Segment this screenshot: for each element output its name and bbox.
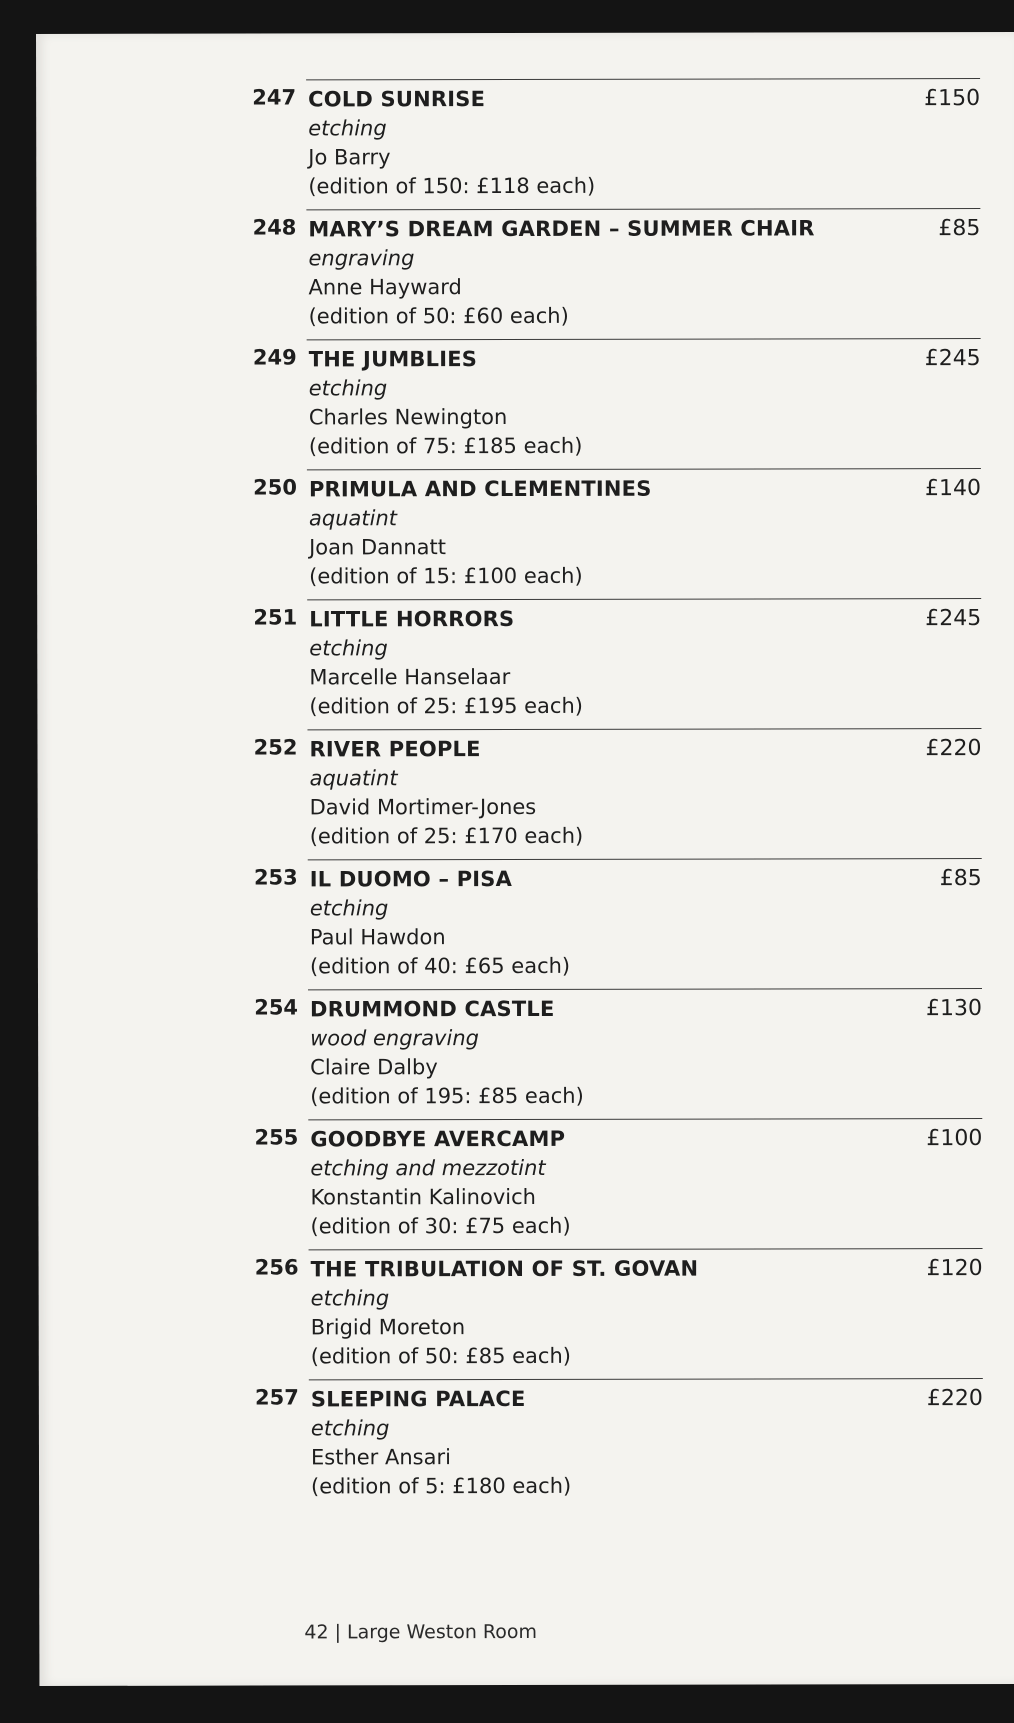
catalogue-list <box>246 78 983 1510</box>
entry-number: 251 <box>253 605 298 630</box>
entry-medium: etching <box>310 1416 390 1441</box>
entry-title: DRUMMOND CASTLE <box>310 996 555 1022</box>
entry-info <box>311 1254 893 1371</box>
entry-divider <box>306 78 980 80</box>
entry-medium: etching <box>309 896 389 921</box>
entry-divider <box>309 1378 983 1380</box>
entry-divider <box>308 1118 982 1120</box>
entry-artist: Esther Ansari <box>310 1445 451 1470</box>
catalogue-entry-251 <box>247 598 981 730</box>
entry-divider <box>307 598 981 600</box>
entry-title: SLEEPING PALACE <box>310 1386 526 1412</box>
entry-info <box>310 994 892 1111</box>
catalogue-entry-257 <box>249 1378 983 1510</box>
entry-title: COLD SUNRISE <box>308 87 486 112</box>
entry-info <box>311 1384 893 1501</box>
entry-edition: (edition of 5: £180 each) <box>311 1473 572 1499</box>
entry-medium: etching <box>309 636 388 661</box>
entry-medium: etching <box>308 116 387 141</box>
entry-edition: (edition of 15: £100 each) <box>309 563 583 589</box>
entry-edition: (edition of 50: £85 each) <box>310 1343 571 1369</box>
entry-artist: Anne Hayward <box>308 275 462 300</box>
entry-title: GOODBYE AVERCAMP <box>310 1126 566 1152</box>
entry-medium: aquatint <box>309 766 398 791</box>
entry-artist: Marcelle Hanselaar <box>309 665 511 690</box>
entry-medium: etching <box>308 376 388 401</box>
catalogue-entry-256 <box>249 1248 983 1380</box>
catalogue-page <box>36 32 1014 1686</box>
entry-divider <box>306 208 980 210</box>
entry-price: £140 <box>924 476 981 502</box>
entry-title: THE TRIBULATION OF ST. GOVAN <box>310 1256 699 1282</box>
entry-number: 257 <box>254 1385 299 1410</box>
entry-info <box>310 1124 892 1241</box>
entry-number: 254 <box>254 995 299 1020</box>
entry-edition: (edition of 40: £65 each) <box>309 953 571 979</box>
entry-info <box>309 344 891 461</box>
entry-info <box>309 734 891 851</box>
catalogue-entry-252 <box>247 728 981 860</box>
entry-divider <box>307 338 981 340</box>
entry-title: IL DUOMO – PISA <box>309 867 513 892</box>
entry-edition: (edition of 75: £185 each) <box>308 433 583 459</box>
entry-number: 249 <box>252 345 297 370</box>
entry-medium: wood engraving <box>310 1026 479 1051</box>
entry-artist: Joan Dannatt <box>309 535 446 560</box>
catalogue-entry-254 <box>248 988 982 1120</box>
entry-price: £85 <box>939 866 982 892</box>
entry-info <box>309 604 891 721</box>
entry-edition: (edition of 25: £170 each) <box>309 823 584 849</box>
catalogue-entry-250 <box>247 468 981 600</box>
entry-divider <box>309 1248 983 1250</box>
entry-divider <box>307 728 981 730</box>
entry-price: £85 <box>938 216 981 242</box>
entry-medium: etching <box>310 1286 390 1311</box>
entry-artist: David Mortimer-Jones <box>309 794 537 820</box>
entry-info <box>308 84 890 201</box>
entry-number: 247 <box>252 85 297 110</box>
entry-number: 253 <box>253 865 298 890</box>
entry-price: £120 <box>926 1256 983 1282</box>
entry-info <box>309 474 891 591</box>
entry-artist: Brigid Moreton <box>310 1315 466 1340</box>
catalogue-entry-247 <box>246 78 980 210</box>
entry-price: £245 <box>924 346 981 372</box>
entry-medium: aquatint <box>308 506 398 531</box>
entry-price: £220 <box>926 1386 983 1412</box>
catalogue-entry-253 <box>248 858 982 990</box>
entry-edition: (edition of 25: £195 each) <box>309 693 583 719</box>
entry-title: LITTLE HORRORS <box>309 606 515 632</box>
entry-price: £150 <box>924 86 981 112</box>
entry-divider <box>308 858 982 860</box>
page-footer: 42 | Large Weston Room <box>304 1620 538 1644</box>
entry-number: 248 <box>252 215 297 240</box>
entry-title: RIVER PEOPLE <box>309 737 481 762</box>
entry-divider <box>308 988 982 990</box>
entry-price: £220 <box>925 736 982 762</box>
entry-artist: Charles Newington <box>308 405 508 430</box>
entry-artist: Claire Dalby <box>310 1055 438 1080</box>
entry-artist: Konstantin Kalinovich <box>310 1184 536 1210</box>
entry-title: PRIMULA AND CLEMENTINES <box>308 476 652 502</box>
entry-edition: (edition of 195: £85 each) <box>310 1083 584 1109</box>
entry-number: 256 <box>254 1255 299 1280</box>
entry-info <box>310 864 892 981</box>
entry-price: £130 <box>926 996 983 1022</box>
entry-artist: Jo Barry <box>308 145 391 170</box>
entry-edition: (edition of 30: £75 each) <box>310 1213 571 1239</box>
entry-edition: (edition of 50: £60 each) <box>308 303 569 329</box>
entry-artist: Paul Hawdon <box>309 925 446 950</box>
entry-number: 252 <box>253 735 298 760</box>
entry-medium: etching and mezzotint <box>310 1155 546 1181</box>
entry-divider <box>307 468 981 470</box>
entry-price: £245 <box>925 606 982 632</box>
entry-edition: (edition of 150: £118 each) <box>308 173 596 199</box>
entry-medium: engraving <box>308 246 415 271</box>
entry-info <box>308 214 890 331</box>
entry-title: THE JUMBLIES <box>308 347 478 372</box>
catalogue-entry-249 <box>247 338 981 470</box>
entry-number: 250 <box>253 475 297 500</box>
entry-number: 255 <box>254 1125 299 1150</box>
catalogue-entry-248 <box>246 208 980 340</box>
catalogue-entry-255 <box>248 1118 982 1250</box>
entry-title: MARY’S DREAM GARDEN – SUMMER CHAIR <box>308 216 815 242</box>
entry-price: £100 <box>926 1126 983 1152</box>
